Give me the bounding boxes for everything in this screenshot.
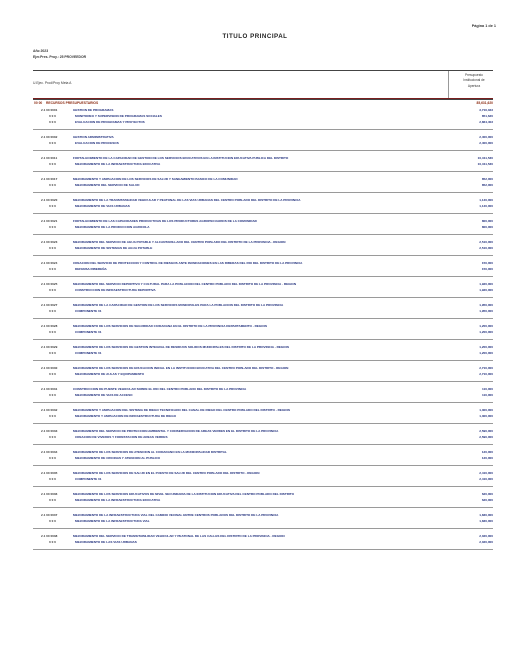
row-amount: 1,830,000 bbox=[479, 513, 493, 517]
row-code: 2.1 00 0029 bbox=[41, 345, 58, 349]
budget-group bbox=[33, 134, 493, 151]
row-description: GESTION DE PROGRAMAS bbox=[73, 108, 114, 112]
budget-group bbox=[33, 470, 493, 487]
row-code: 2.1 00 0030 bbox=[41, 366, 58, 370]
row-code: 2.1 00 0036 bbox=[41, 492, 58, 496]
row-description: MEJORAMIENTO Y AMPLIACION DE LOS SERVICIOS DE SALUD Y SANEAMIENTO BASICO DE LA COMUNIDAD bbox=[73, 177, 238, 181]
document-title: TITULO PRINCIPAL bbox=[222, 33, 288, 40]
budget-group bbox=[33, 407, 493, 424]
subrow-code: 0 0 0 bbox=[49, 141, 56, 145]
section-title: RECURSOS PRESUPUESTARIOS bbox=[46, 101, 99, 105]
row-description: MEJORAMIENTO DE LA TRANSITABILIDAD VEHICULAR Y PEATONAL DE LAS VIAS URBANAS DEL CENTRO POBLADO DEL DISTRITO DE LA PROVINCIA bbox=[73, 198, 301, 202]
row-code: 2.1 00 0038 bbox=[41, 534, 58, 538]
subrow-description: MEJORAMIENTO DE LA INFRAESTRUCTURA VIAL bbox=[75, 519, 150, 523]
subrow-amount: 620,000 bbox=[481, 498, 493, 502]
subrow-description: MEJORAMIENTO DE LAS VIAS URBANAS bbox=[75, 540, 137, 544]
row-description: MEJORAMIENTO DE LA INFRAESTRUCTURA VIAL DEL CAMINO VECINAL ENTRE CENTROS POBLADOS DEL DISTRITO DE LA PROVINCIA bbox=[73, 513, 279, 517]
table-subrow bbox=[33, 203, 493, 209]
subrow-code: 0 0 0 bbox=[49, 435, 56, 439]
budget-group bbox=[33, 239, 493, 256]
table-subrow bbox=[33, 518, 493, 524]
subrow-description: MEJORAMIENTO Y AMPLIACION DE INFRAESTRUCTURA DE RIEGO bbox=[75, 414, 177, 418]
row-code: 2.1 00 0017 bbox=[41, 177, 58, 181]
subrow-amount: 2,864,403 bbox=[479, 120, 493, 124]
row-amount: 2,510,000 bbox=[479, 240, 493, 244]
row-amount: 1,300,000 bbox=[479, 408, 493, 412]
subrow-description: MEJORAMIENTO DE VIAS DE ACCESO bbox=[75, 393, 133, 397]
budget-group bbox=[33, 155, 493, 172]
row-description: MEJORAMIENTO DEL SERVICIO DE PROTECCION AMBIENTAL Y CONSERVACION DE AREAS VERDES EN EL DISTRITO DE LA PROVINCIA bbox=[73, 429, 279, 433]
subrow-amount: 2,710,000 bbox=[479, 372, 493, 376]
table-subrow bbox=[33, 161, 493, 167]
row-description: GESTION ADMINISTRATIVA bbox=[73, 135, 114, 139]
row-description: MEJORAMIENTO DE LA CAPACIDAD DE GESTION DE LOS SERVICIOS MUNICIPALES PARA LA POBLACION DEL DISTRITO DE LA PROVINCIA bbox=[73, 303, 284, 307]
section-row bbox=[33, 98, 493, 107]
budget-group bbox=[33, 260, 493, 277]
row-amount: 120,000 bbox=[481, 450, 493, 454]
table-subrow bbox=[33, 119, 493, 125]
row-amount: 2,710,000 bbox=[479, 366, 493, 370]
table-subrow bbox=[33, 287, 493, 293]
row-amount: 3,716,023 bbox=[479, 108, 493, 112]
row-description: MEJORAMIENTO DE LOS SERVICIOS DE EDUCACION INICIAL EN LA INSTITUCION EDUCATIVA DEL CENTRO POBLADO DEL DISTRITO - REGION bbox=[73, 366, 289, 370]
budget-group bbox=[33, 344, 493, 361]
subrow-description: MEJORAMIENTO DE VIAS URBANAS bbox=[75, 204, 130, 208]
table-subrow bbox=[33, 434, 493, 440]
row-description: CONSTRUCCION DE PUENTE VEHICULAR SOBRE EL RIO DEL CENTRO POBLADO DEL DISTRITO DE LA PROVINCIA bbox=[73, 387, 247, 391]
table-subrow bbox=[33, 350, 493, 356]
row-amount: 150,000 bbox=[481, 261, 493, 265]
subrow-description: COMPONENTE 01 bbox=[75, 477, 102, 481]
table-subrow bbox=[33, 224, 493, 230]
table-subrow bbox=[33, 245, 493, 251]
budget-group bbox=[33, 428, 493, 445]
subrow-code: 0 0 0 bbox=[49, 540, 56, 544]
column-divider bbox=[448, 71, 449, 99]
meta-year: Año 2023 bbox=[33, 49, 49, 53]
row-amount: 10,311,530 bbox=[477, 156, 493, 160]
row-description: MEJORAMIENTO DEL SERVICIO DE TRANSITABILIDAD VEHICULAR Y PEATONAL DE LAS CALLES DEL DISTRITO DE LA PROVINCIA - REGION bbox=[73, 534, 285, 538]
subrow-code: 0 0 0 bbox=[49, 372, 56, 376]
subrow-code: 0 0 0 bbox=[49, 456, 56, 460]
subrow-code: 0 0 0 bbox=[49, 519, 56, 523]
row-amount: 852,000 bbox=[481, 177, 493, 181]
budget-group bbox=[33, 365, 493, 382]
subrow-amount: 1,830,000 bbox=[479, 519, 493, 523]
subrow-description: MEJORAMIENTO DEL SERVICIO DE SALUD bbox=[75, 183, 140, 187]
row-description: FORTALECIMIENTO DE LA CAPACIDAD DE GESTION DE LOS SERVICIOS EDUCATIVOS EN LA INSTITUCION EDUCATIVA PUBLICA DEL DISTRITO bbox=[73, 156, 289, 160]
row-description: MEJORAMIENTO Y AMPLIACION DEL SISTEMA DE RIEGO TECNIFICADO DEL CANAL DE RIEGO DEL CENTRO POBLADO DEL DISTRITO - REGION bbox=[73, 408, 290, 412]
meta-project: Ejer.Pres. Proy.: 25 PROVEEDOR bbox=[33, 55, 87, 59]
row-description: MEJORAMIENTO DE LOS SERVICIOS DE SALUD EN EL PUESTO DE SALUD DEL CENTRO POBLADO DEL DISTRITO - REGION bbox=[73, 471, 260, 475]
row-amount: 1,920,000 bbox=[479, 282, 493, 286]
row-code: 2.1 00 0027 bbox=[41, 303, 58, 307]
table-subrow bbox=[33, 497, 493, 503]
row-code: 2.1 00 0028 bbox=[41, 324, 58, 328]
section-amount: 85,631,620 bbox=[476, 101, 493, 105]
row-amount: 110,000 bbox=[481, 387, 493, 391]
table-header bbox=[33, 70, 493, 100]
subrow-description: EVALUACION DE PROGRAMAS Y PROYECTOS bbox=[75, 120, 145, 124]
budget-group bbox=[33, 512, 493, 529]
subrow-amount: 1,920,000 bbox=[479, 288, 493, 292]
subrow-code: 0 0 0 bbox=[49, 267, 56, 271]
page-number: Página 1 de 1 bbox=[471, 24, 496, 28]
subrow-description: DEFENSA RIBEREÑA bbox=[75, 267, 107, 271]
subrow-amount: 1,200,000 bbox=[479, 330, 493, 334]
subrow-code: 0 0 0 bbox=[49, 183, 56, 187]
budget-header-line: Institucional de bbox=[463, 78, 485, 83]
table-subrow bbox=[33, 308, 493, 314]
subrow-description: MONITOREO Y SUPERVISION DE PROGRAMAS SOCIALES bbox=[75, 114, 162, 118]
subrow-description: MEJORAMIENTO DE LA INFRAESTRUCTURA EDUCATIVA bbox=[75, 498, 161, 502]
subrow-amount: 1,140,000 bbox=[479, 204, 493, 208]
row-amount: 1,200,000 bbox=[479, 324, 493, 328]
subrow-code: 0 0 0 bbox=[49, 225, 56, 229]
subrow-code: 0 0 0 bbox=[49, 309, 56, 313]
row-amount: 2,020,000 bbox=[479, 534, 493, 538]
subrow-amount: 110,000 bbox=[481, 393, 493, 397]
row-code: 2.1 00 0034 bbox=[41, 450, 58, 454]
row-amount: 1,200,000 bbox=[479, 345, 493, 349]
row-code: 2.1 00 0021 bbox=[41, 219, 58, 223]
subrow-amount: 150,000 bbox=[481, 267, 493, 271]
subrow-amount: 120,000 bbox=[481, 456, 493, 460]
subrow-code: 0 0 0 bbox=[49, 477, 56, 481]
row-description: FORTALECIMIENTO DE LAS CAPACIDADES PRODUCTIVAS DE LOS PRODUCTORES AGROPECUARIOS DE LA COMUNIDAD bbox=[73, 219, 257, 223]
row-code: 2.1 00 0011 bbox=[41, 156, 58, 160]
row-amount: 800,000 bbox=[481, 219, 493, 223]
subrow-code: 0 0 0 bbox=[49, 414, 56, 418]
subrow-code: 0 0 0 bbox=[49, 246, 56, 250]
row-amount: 2,410,000 bbox=[479, 471, 493, 475]
row-description: CREACION DEL SERVICIO DE PROTECCION Y CONTROL DE RIESGOS ANTE INUNDACIONES EN LAS RIBERAS DEL RIO DEL DISTRITO DE LA PROVINCIA bbox=[73, 261, 303, 265]
row-amount: 1,140,000 bbox=[479, 198, 493, 202]
budget-group bbox=[33, 533, 493, 550]
subrow-amount: 1,200,000 bbox=[479, 351, 493, 355]
subrow-code: 0 0 0 bbox=[49, 162, 56, 166]
subrow-amount: 2,410,000 bbox=[479, 477, 493, 481]
subrow-description: COMPONENTE 01 bbox=[75, 330, 102, 334]
subrow-description: COMPONENTE 01 bbox=[75, 309, 102, 313]
budget-group bbox=[33, 491, 493, 508]
row-amount: 620,000 bbox=[481, 492, 493, 496]
row-description: MEJORAMIENTO DE LOS SERVICIOS DE SEGURIDAD CIUDADANA EN EL DISTRITO DE LA PROVINCIA DEPARTAMENTO - REGION bbox=[73, 324, 267, 328]
budget-group bbox=[33, 302, 493, 319]
table-subrow bbox=[33, 371, 493, 377]
row-description: MEJORAMIENTO DE LOS SERVICIOS DE ATENCION AL CIUDADANO EN LA MUNICIPALIDAD DISTRITAL bbox=[73, 450, 227, 454]
row-amount: 2,590,000 bbox=[479, 429, 493, 433]
row-code: 2.1 00 0024 bbox=[41, 261, 58, 265]
row-code: 2.1 00 0037 bbox=[41, 513, 58, 517]
subrow-amount: 851,620 bbox=[481, 114, 493, 118]
column-header-budget bbox=[455, 73, 493, 89]
table-subrow bbox=[33, 413, 493, 419]
budget-header-line: Apertura bbox=[467, 83, 481, 88]
subrow-amount: 1,950,000 bbox=[479, 309, 493, 313]
subrow-code: 0 0 0 bbox=[49, 114, 56, 118]
section-code: 00 00 bbox=[34, 101, 43, 105]
budget-group bbox=[33, 386, 493, 403]
row-amount: 1,950,000 bbox=[479, 303, 493, 307]
row-code: 2.1 00 0025 bbox=[41, 282, 58, 286]
subrow-description: MEJORAMIENTO DE AULAS Y EQUIPAMIENTO bbox=[75, 372, 145, 376]
row-code: 2.1 00 0001 bbox=[41, 108, 58, 112]
subrow-amount: 852,000 bbox=[481, 183, 493, 187]
budget-group bbox=[33, 218, 493, 235]
table-subrow bbox=[33, 329, 493, 335]
table-subrow bbox=[33, 266, 493, 272]
subrow-description: MEJORAMIENTO DE SISTEMAS DE AGUA POTABLE bbox=[75, 246, 153, 250]
subrow-amount: 2,510,000 bbox=[479, 246, 493, 250]
row-code: 2.1 00 0020 bbox=[41, 198, 58, 202]
subrow-amount: 2,400,000 bbox=[479, 141, 493, 145]
subrow-code: 0 0 0 bbox=[49, 330, 56, 334]
budget-table-body bbox=[33, 98, 493, 554]
table-subrow bbox=[33, 182, 493, 188]
row-code: 2.1 00 0033 bbox=[41, 429, 58, 433]
subrow-amount: 10,311,530 bbox=[477, 162, 493, 166]
row-code: 2.1 00 0031 bbox=[41, 387, 58, 391]
budget-group bbox=[33, 197, 493, 214]
budget-group bbox=[33, 281, 493, 298]
subrow-code: 0 0 0 bbox=[49, 288, 56, 292]
table-subrow bbox=[33, 140, 493, 146]
table-subrow bbox=[33, 476, 493, 482]
subrow-description: MEJORAMIENTO DE OFICINAS Y ATENCION AL PUBLICO bbox=[75, 456, 161, 460]
budget-group bbox=[33, 107, 493, 130]
subrow-description: EVALUACION DE PROCESOS bbox=[75, 141, 119, 145]
subrow-code: 0 0 0 bbox=[49, 120, 56, 124]
subrow-amount: 800,000 bbox=[481, 225, 493, 229]
row-code: 2.1 00 0032 bbox=[41, 408, 58, 412]
row-amount: 2,400,000 bbox=[479, 135, 493, 139]
subrow-code: 0 0 0 bbox=[49, 351, 56, 355]
table-subrow bbox=[33, 539, 493, 545]
row-code: 2.1 00 0023 bbox=[41, 240, 58, 244]
row-description: MEJORAMIENTO DEL SERVICIO DEPORTIVO Y CULTURAL PARA LA POBLACION DEL CENTRO POBLADO DEL DISTRITO DE LA PROVINCIA - REGION bbox=[73, 282, 297, 286]
subrow-code: 0 0 0 bbox=[49, 393, 56, 397]
column-header-codes: U.Ejec. Prod/Proy Meta A bbox=[33, 81, 72, 85]
subrow-amount: 1,300,000 bbox=[479, 414, 493, 418]
subrow-description: MEJORAMIENTO DE LA INFRAESTRUCTURA EDUCATIVA bbox=[75, 162, 161, 166]
subrow-amount: 2,020,000 bbox=[479, 540, 493, 544]
row-description: MEJORAMIENTO DEL SERVICIO DE AGUA POTABLE Y ALCANTARILLADO DEL CENTRO POBLADO DEL DISTRITO DE LA PROVINCIA - REGION bbox=[73, 240, 286, 244]
row-code: 2.1 00 0002 bbox=[41, 135, 58, 139]
table-subrow bbox=[33, 392, 493, 398]
subrow-description: CREACION DE VIVEROS Y FORESTACION DE AREAS VERDES bbox=[75, 435, 168, 439]
row-description: MEJORAMIENTO DE LOS SERVICIOS EDUCATIVOS DE NIVEL SECUNDARIA DE LA INSTITUCION EDUCATIVA DEL CENTRO POBLADO DEL DISTRITO bbox=[73, 492, 295, 496]
subrow-amount: 2,590,000 bbox=[479, 435, 493, 439]
budget-header-line: Presupuesto bbox=[465, 73, 483, 77]
group-list bbox=[33, 107, 493, 550]
subrow-description: MEJORAMIENTO DE LA PRODUCCION AGRICOLA bbox=[75, 225, 150, 229]
budget-group bbox=[33, 323, 493, 340]
row-description: MEJORAMIENTO DE LOS SERVICIOS DE GESTION INTEGRAL DE RESIDUOS SOLIDOS MUNICIPALES DEL DISTRITO DE LA PROVINCIA - REGION bbox=[73, 345, 289, 349]
subrow-code: 0 0 0 bbox=[49, 204, 56, 208]
row-code: 2.1 00 0035 bbox=[41, 471, 58, 475]
subrow-description: COMPONENTE 01 bbox=[75, 351, 102, 355]
subrow-description: CONSTRUCCION DE INFRAESTRUCTURA DEPORTIVA bbox=[75, 288, 156, 292]
budget-group bbox=[33, 176, 493, 193]
subrow-code: 0 0 0 bbox=[49, 498, 56, 502]
budget-group bbox=[33, 449, 493, 466]
table-subrow bbox=[33, 455, 493, 461]
